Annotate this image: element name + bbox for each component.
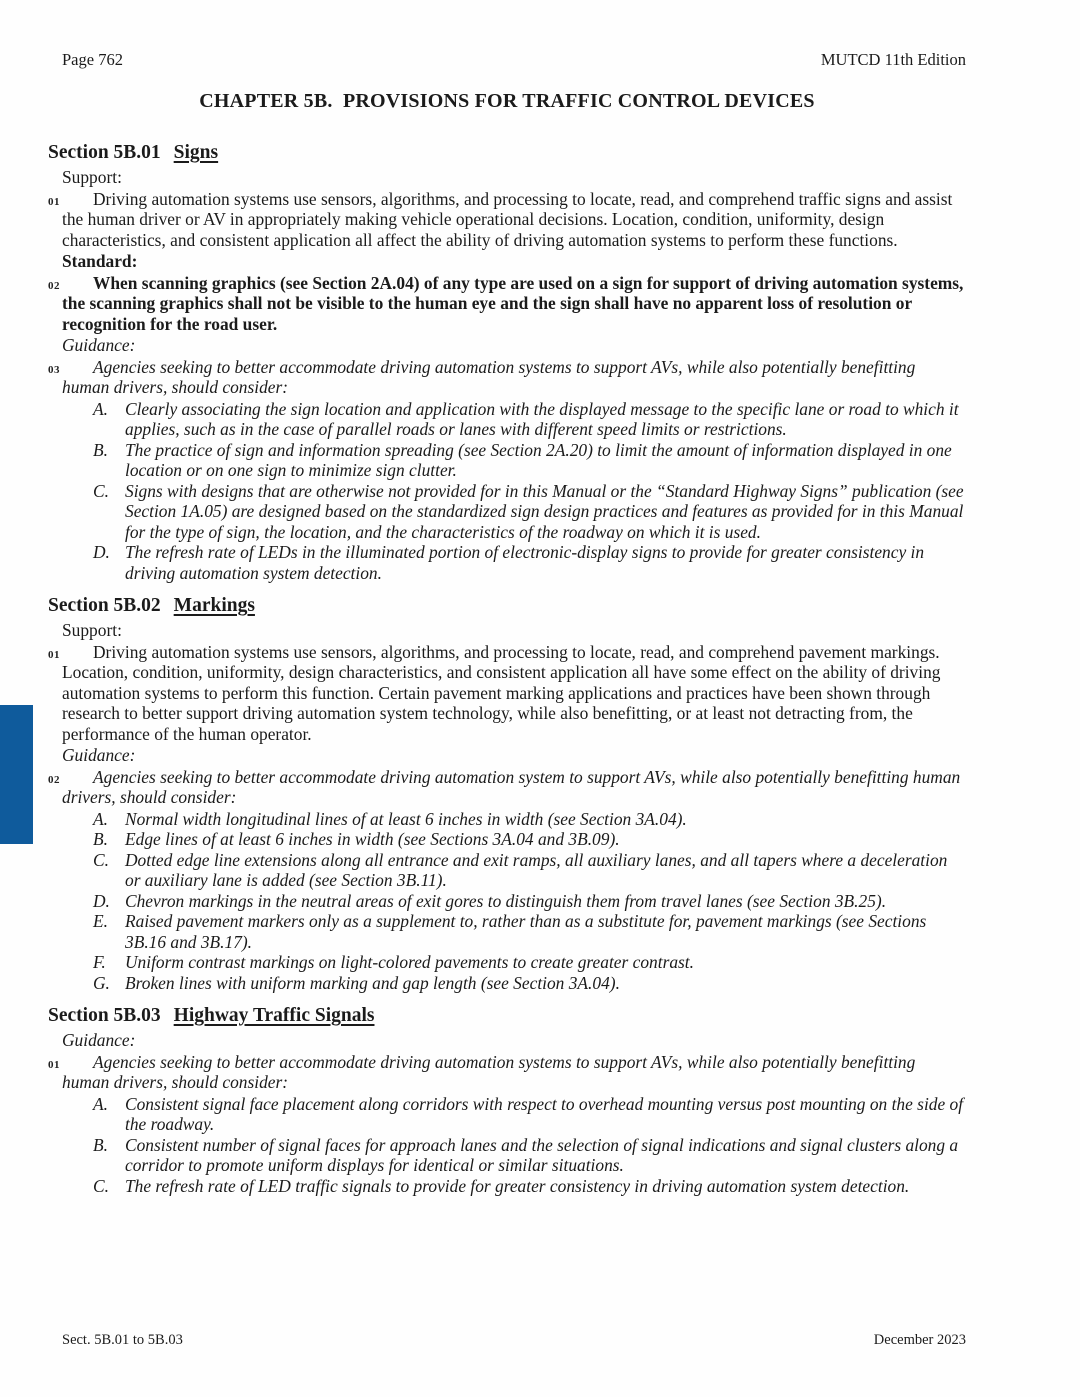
list-item-letter: A. <box>93 1093 108 1114</box>
list-item <box>93 1094 966 1135</box>
section-heading <box>48 1004 966 1027</box>
paragraph-text: Agencies seeking to better accommodate driving automation systems to support AVs, while also potentially benefitting human drivers, should consider: <box>62 1051 916 1092</box>
list-item <box>93 1176 966 1197</box>
paragraph <box>48 641 966 745</box>
list-item-text: Consistent number of signal faces for approach lanes and the selection of signal indications and signal clusters along a corridor to promote uniform displays for identical or similar situations. <box>125 1134 959 1175</box>
paragraph-text: Agencies seeking to better accommodate driving automation system to support AVs, while also potentially benefitting human drivers, should consider: <box>62 766 961 807</box>
list-item-letter: C. <box>93 1175 109 1196</box>
section-title: Signs <box>173 142 219 163</box>
list-item-letter: F. <box>93 952 106 972</box>
list-item-letter: A. <box>93 398 108 419</box>
list-item <box>93 809 966 830</box>
list-item-letter: B. <box>93 439 108 460</box>
list-item-text: Broken lines with uniform marking and gap length (see Section 3A.04). <box>125 972 620 993</box>
list-item <box>93 399 966 440</box>
list-item-letter: D. <box>93 890 110 911</box>
paragraph-type-label: Support: <box>62 620 122 640</box>
list-item-text: Chevron markings in the neutral areas of exit gores to distinguish them from travel lanes (see Section 3B.25). <box>125 890 887 911</box>
section-number: Section 5B.03 <box>48 1005 161 1026</box>
section-5B-01 <box>48 141 966 583</box>
list-item-text: The refresh rate of LED traffic signals to provide for greater consistency in driving automation system detection. <box>125 1175 910 1196</box>
list-item <box>93 973 966 994</box>
list-item <box>93 1135 966 1176</box>
paragraph-type-label: Guidance: <box>62 1030 136 1050</box>
paragraph <box>48 766 966 808</box>
list-item-text: Signs with designs that are otherwise not provided for in this Manual or the “Standard Highway Signs” publication (see Section 1A.05) are designed based on the standardized sign design practices and features as provided for in this Manual for the type of sign, the location, and the characteristics of the roadway on which it is used. <box>125 480 964 542</box>
section-number: Section 5B.02 <box>48 595 161 616</box>
list-item-text: The practice of sign and information spreading (see Section 2A.20) to limit the amount of information displayed in one location or on one sign to minimize sign clutter. <box>125 439 952 480</box>
paragraph <box>48 1051 966 1093</box>
paragraph-text: Driving automation systems use sensors, algorithms, and processing to locate, read, and comprehend traffic signs and assist the human driver or AV in appropriately making vehicle operational decisions. Location, condition, uniformity, design characteristics, and consistent application all affect the ability of driving automation systems to perform these functions. <box>62 188 953 250</box>
list-item-text: The refresh rate of LEDs in the illuminated portion of electronic-display signs to provide for greater consistency in driving automation system detection. <box>125 542 925 583</box>
revision-change-bar <box>0 705 33 844</box>
list-item-text: Raised pavement markers only as a supplement to, rather than as a substitute for, pavement markings (see Sections 3B.16 and 3B.17). <box>125 911 927 952</box>
paragraph <box>48 188 966 251</box>
list-item <box>93 891 966 912</box>
paragraph-type-label: Standard: <box>62 251 138 271</box>
footer-date: December 2023 <box>873 1332 966 1348</box>
section-5B-03 <box>48 1004 966 1196</box>
list-item-letter: E. <box>93 911 108 931</box>
list-item-text: Clearly associating the sign location and application with the displayed message to the specific lane or road to which it applies, such as in the case of parallel roads or lanes with different speed limits or restrictions. <box>125 398 959 439</box>
list-item-letter: C. <box>93 849 109 870</box>
paragraph-type-label: Guidance: <box>62 745 136 765</box>
paragraph-type-label: Support: <box>62 167 122 187</box>
list-item-text: Uniform contrast markings on light-colored pavements to create greater contrast. <box>125 952 694 972</box>
paragraph-text: Agencies seeking to better accommodate driving automation systems to support AVs, while also potentially benefitting human drivers, should consider: <box>62 356 916 397</box>
header-page-number: Page 762 <box>62 50 123 69</box>
list-item <box>93 481 966 543</box>
paragraph-number: 02 <box>48 774 60 786</box>
section-heading <box>48 141 966 164</box>
footer-section-range: Sect. 5B.01 to 5B.03 <box>62 1332 183 1348</box>
list-item-letter: G. <box>93 972 110 993</box>
list-item-text: Consistent signal face placement along corridors with respect to overhead mounting versus post mounting on the side of the roadway. <box>125 1093 964 1134</box>
list-item <box>93 850 966 891</box>
section-number: Section 5B.01 <box>48 142 161 163</box>
list-item-letter: C. <box>93 480 109 501</box>
list-item <box>93 952 966 973</box>
paragraph-number: 02 <box>48 280 60 292</box>
page-header <box>62 50 966 70</box>
list-item-letter: D. <box>93 542 110 562</box>
list-item <box>93 542 966 583</box>
chapter-title: CHAPTER 5B. PROVISIONS FOR TRAFFIC CONTROL DEVICES <box>199 90 815 112</box>
section-title: Highway Traffic Signals <box>173 1005 375 1026</box>
list-item-text: Edge lines of at least 6 inches in width (see Sections 3A.04 and 3B.09). <box>125 829 620 849</box>
paragraph-type-label: Guidance: <box>62 335 136 355</box>
document-content <box>48 130 966 1205</box>
list-item <box>93 829 966 850</box>
paragraph-number: 01 <box>48 1059 60 1071</box>
list-item-text: Normal width longitudinal lines of at least 6 inches in width (see Section 3A.04). <box>125 808 687 829</box>
paragraph-text: When scanning graphics (see Section 2A.04) of any type are used on a sign for support of driving automation systems, the scanning graphics shall not be visible to the human eye and the sign shall have no apparent loss of resolution or recognition for the road user. <box>62 272 964 334</box>
paragraph-number: 01 <box>48 196 60 208</box>
list-item-letter: B. <box>93 1134 108 1155</box>
section-5B-02 <box>48 594 966 993</box>
list-item-letter: B. <box>93 829 108 849</box>
header-edition-label: MUTCD 11th Edition <box>820 50 966 69</box>
list-item-letter: A. <box>93 808 108 829</box>
paragraph-number: 01 <box>48 649 60 661</box>
list-item <box>93 911 966 952</box>
paragraph-text: Driving automation systems use sensors, algorithms, and processing to locate, read, and comprehend pavement markings. Location, condition, uniformity, design characteristics, and consistent application all have some effect on the ability of driving automation systems to perform this function. Certain pavement marking applications and practices have been shown through research to better support driving automation system technology, while also benefitting, or at least not detracting from, the performance of the human operator. <box>62 641 941 744</box>
paragraph <box>48 272 966 335</box>
page-footer <box>62 1331 966 1349</box>
section-title: Markings <box>173 595 255 616</box>
list-item <box>93 440 966 481</box>
list-item-text: Dotted edge line extensions along all entrance and exit ramps, all auxiliary lanes, and all tapers where a deceleration or auxiliary lane is added (see Section 3B.11). <box>125 849 948 890</box>
paragraph <box>48 356 966 398</box>
paragraph-number: 03 <box>48 364 60 376</box>
section-heading <box>48 594 966 617</box>
